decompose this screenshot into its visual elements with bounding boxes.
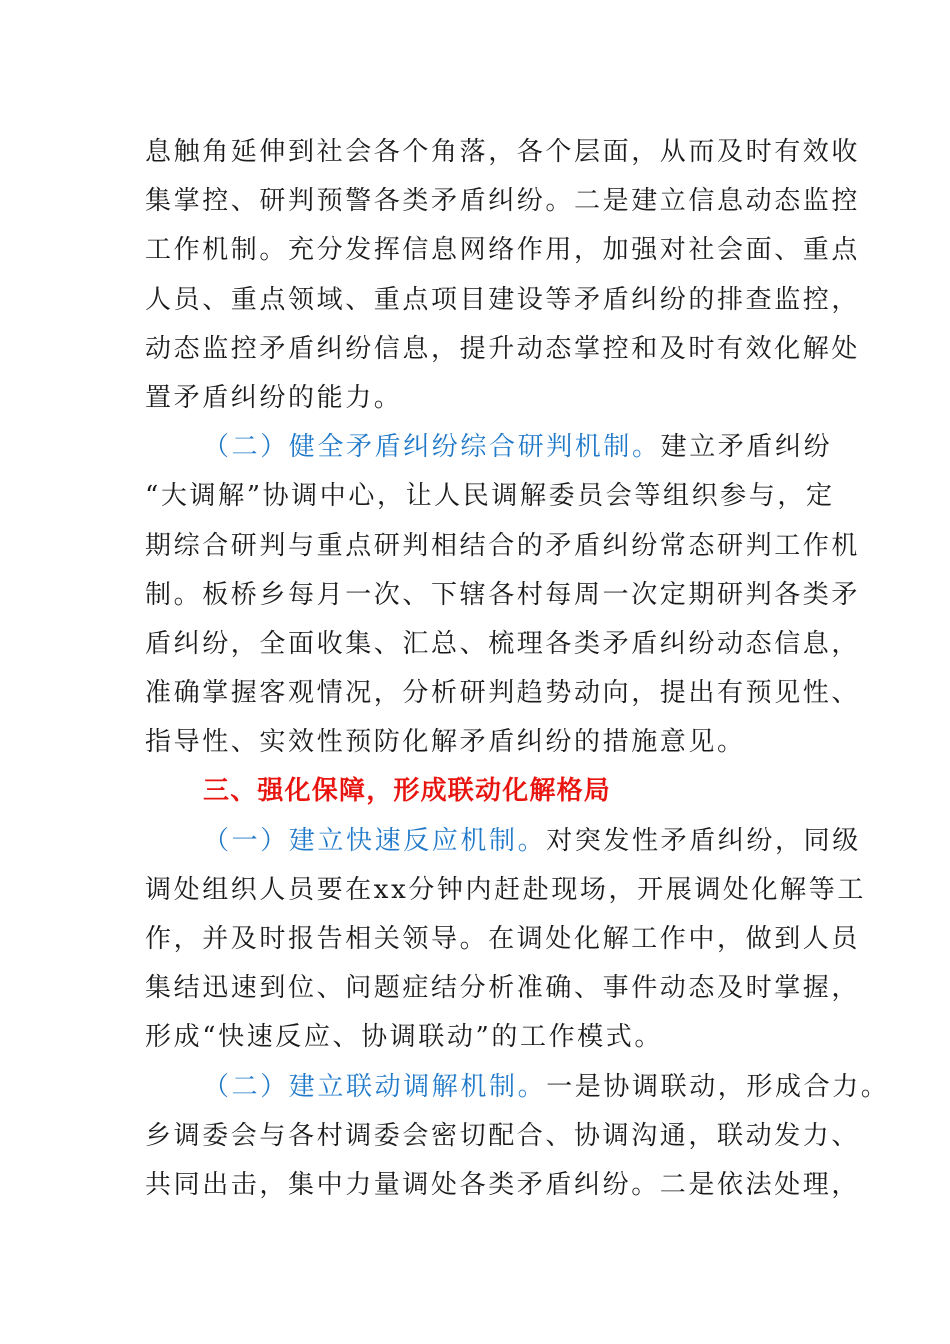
text-line: 作，并及时报告相关领导。在调处化解工作中，做到人员 [145,924,861,954]
subsection-line [145,817,861,866]
document-page [145,128,890,1210]
text-line: 置矛盾纠纷的能力。 [145,382,403,413]
subsection-line [145,1063,890,1112]
text-line: 人员、重点领域、重点项目建设等矛盾纠纷的排查监控， [145,284,861,315]
subsection-heading: （一）建立快速反应机制。 [203,825,547,856]
text-line: 盾纠纷，全面收集、汇总、梳理各类矛盾纠纷动态信息， [145,628,861,659]
subsection-text: 对突发性矛盾纠纷，同级 [546,825,861,856]
text-line: 期综合研判与重点研判相结合的矛盾纠纷常态研判工作机 [145,530,861,561]
text-line: 共同出击，集中力量调处各类矛盾纠纷。二是依法处理， [145,1169,861,1200]
subsection-line [145,423,833,472]
text-line: 调处组织人员要在xx分钟内赶赴现场，开展调处化解等工 [145,874,866,905]
text-line: 动态监控矛盾纠纷信息，提升动态掌控和及时有效化解处 [145,333,861,364]
text-line: 形成“快速反应、协调联动”的工作模式。 [145,1022,663,1053]
text-line: 制。板桥乡每月一次、下辖各村每周一次定期研判各类矛 [145,579,861,610]
text-line: “大调解”协调中心，让人民调解委员会等组织参与，定 [145,481,835,512]
subsection-text: 建立矛盾纠纷 [660,432,833,463]
text-line: 集掌控、研判预警各类矛盾纠纷。二是建立信息动态监控 [145,186,861,217]
text-line: 准确掌握客观情况，分析研判趋势动向，提出有预见性、 [145,678,861,709]
section-heading: 三、强化保障，形成联动化解格局 [203,776,612,807]
text-line: 工作机制。充分发挥信息网络作用，加强对社会面、重点 [145,235,861,266]
text-line: 指导性、实效性预防化解矛盾纠纷的措施意见。 [145,727,746,758]
text-line: 乡调委会与各村调委会密切配合、协调沟通，联动发力、 [145,1120,861,1151]
subsection-heading: （二）建立联动调解机制。 [203,1071,547,1102]
subsection-text: 一是协调联动，形成合力。 [546,1071,890,1102]
text-line: 息触角延伸到社会各个角落，各个层面，从而及时有效收 [145,137,861,167]
text-line: 集结迅速到位、问题症结分析准确、事件动态及时掌握， [145,973,861,1004]
subsection-heading: （二）健全矛盾纠纷综合研判机制。 [203,432,661,463]
